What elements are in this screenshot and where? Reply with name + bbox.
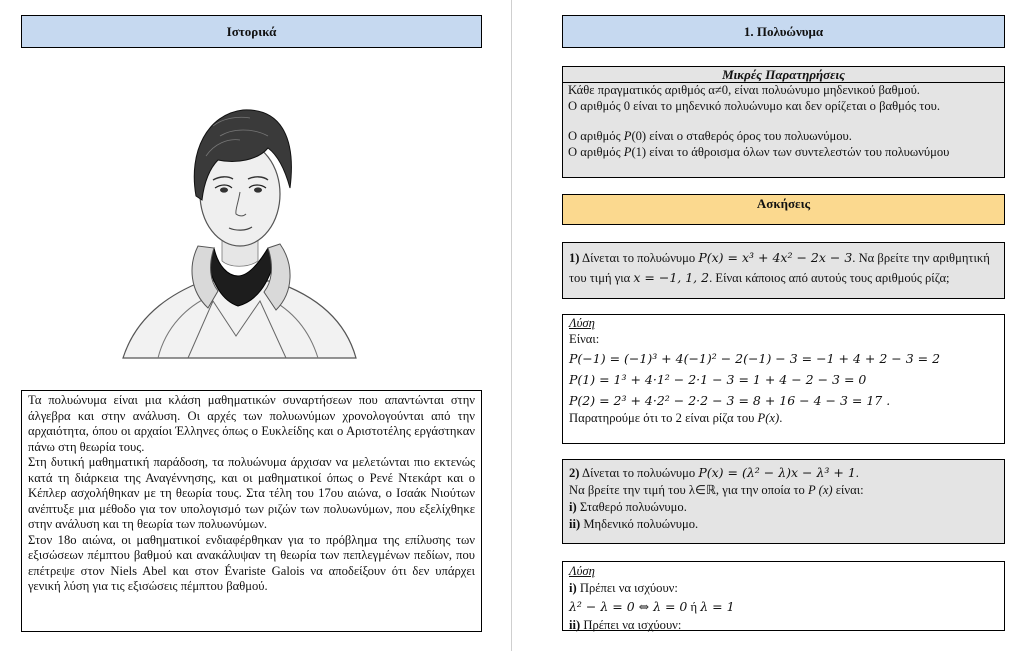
exercise-1-box (562, 242, 1005, 299)
exercises-header-text: Ασκήσεις (756, 196, 811, 211)
history-header-text: Ιστορικά (226, 24, 277, 39)
exercise-1-number: 1) (569, 251, 580, 265)
exercise-2-item-ii: ii) Μηδενικό πολυώνυμο. (569, 517, 699, 531)
solution-1-title: Λύση (569, 316, 595, 330)
remarks-title-text: Μικρές Παρατηρήσεις (722, 67, 845, 82)
portrait-drawing (118, 96, 358, 364)
history-header (21, 15, 482, 48)
exercise-1-polynomial: P(x) = x³ + 4x² − 2x − 3 (698, 250, 853, 265)
solution-1-box (562, 314, 1005, 444)
solution-2-title: Λύση (569, 564, 595, 578)
solution-1-eq-3: P(2) = 2³ + 4·2² − 2·2 − 3 = 8 + 16 − 4 − 3 = 17 . (569, 393, 891, 408)
exercise-1-values: x = −1, 1, 2 (633, 270, 710, 285)
solution-1-eq-2: P(1) = 1³ + 4·1² − 2·1 − 3 = 1 + 4 − 2 − 3 = 0 (569, 372, 867, 387)
solution-1-eq-1: P(−1) = (−1)³ + 4(−1)² − 2(−1) − 3 = −1 + 4 + 2 − 3 = 2 (569, 351, 941, 366)
page-divider (511, 0, 512, 651)
remark-line-2: Ο αριθμός 0 είναι το μηδενικό πολυώνυμο και δεν ορίζεται ο βαθμός του. (568, 98, 941, 113)
exercise-1-text-b: . Να βρείτε την αριθμητική του τιμή για (569, 251, 990, 285)
history-paragraph-3: Στον 18ο αιώνα, οι μαθηματικοί ενδιαφέρθηκαν για το πρόβλημα της επίλυσης των εξισώσεων πέμπτου βαθμού και ανακάλυψαν τη θεωρία των πεπλεγμένων πεδίων, που επέτρεψε στον Niels Abel και στον Évariste Galois να αποδείξουν ότι δεν υπάρχει γενική λύση για τις εξισώσεις πέμπτου βαθμού. (28, 532, 475, 593)
history-text-box (21, 390, 482, 632)
section-header (562, 15, 1005, 48)
remark-line-4: Ο αριθμός P(1) είναι το άθροισμα όλων των συντελεστών του πολυωνύμου (568, 144, 950, 159)
exercise-2-item-i: i) Σταθερό πολυώνυμο. (569, 500, 687, 514)
exercises-header (562, 194, 1005, 225)
exercise-2-line-1: 2) Δίνεται το πολυώνυμο P(x) = (λ² − λ)x − λ³ + 1. (569, 465, 859, 480)
exercise-2-line-2: Να βρείτε την τιμή του λ∈ℝ, για την οποία το P (x) είναι: (569, 483, 864, 497)
solution-2-box (562, 561, 1005, 631)
portrait-sketch (118, 96, 358, 364)
solution-2-item-i: i) Πρέπει να ισχύουν: (569, 581, 678, 595)
history-paragraph-2: Στη δυτική μαθηματική παράδοση, τα πολυώνυμα άρχισαν να μελετώνται πιο εκτενώς κατά τη διάρκεια της Αναγέννησης, και οι μαθηματικοί όπως ο Ρενέ Ντεκάρτ και ο Κέπλερ ασχολήθηκαν με τη θεωρία τους. Στα τέλη του 17ου αιώνα, ο Ισαάκ Νιούτων ανέπτυξε μια μέθοδο για τον υπολογισμό των ριζών των πολυωνύμων, που εξελίχθηκε στην ανάλυση και τη θεωρία των πολυωνύμων. (28, 455, 475, 531)
solution-2-equation: λ² − λ = 0 ⇔ λ = 0 ή λ = 1 (569, 599, 735, 614)
solution-1-intro: Είναι: (569, 331, 600, 346)
remark-line-3: Ο αριθμός P(0) είναι ο σταθερός όρος του πολυωνύμου. (568, 129, 852, 143)
section-header-text: 1. Πολυώνυμα (743, 24, 824, 39)
history-paragraph-1: Τα πολυώνυμα είναι μια κλάση μαθηματικών συναρτήσεων που απαντώνται στην άλγεβρα και στην ανάλυση. Οι αρχές των πολυωνύμων χρονολογούνται από την αρχαιότητα, όπου οι αρχαίοι Έλληνες όπως ο Ευκλείδης και ο Αριστοτέλης εργάστηκαν πάνω στη θεωρία τους. (28, 393, 475, 454)
remark-line-1: Κάθε πραγματικός αριθμός α≠0, είναι πολυώνυμο μηδενικού βαθμού. (568, 83, 920, 97)
remarks-title (563, 67, 1004, 83)
exercise-2-box (562, 459, 1005, 544)
solution-1-outro: Παρατηρούμε ότι το 2 είναι ρίζα του P(x). (569, 411, 783, 425)
exercise-1-text-a: Δίνεται το πολυώνυμο (581, 251, 696, 265)
exercise-2-polynomial: P(x) = (λ² − λ)x − λ³ + 1 (698, 465, 856, 480)
solution-2-item-ii: ii) Πρέπει να ισχύουν: (569, 618, 682, 632)
exercise-2-number: 2) (569, 466, 580, 480)
remarks-box (562, 66, 1005, 178)
exercise-1-text-c: . Είναι κάποιος από αυτούς τους αριθμούς ρίζα; (709, 271, 950, 285)
